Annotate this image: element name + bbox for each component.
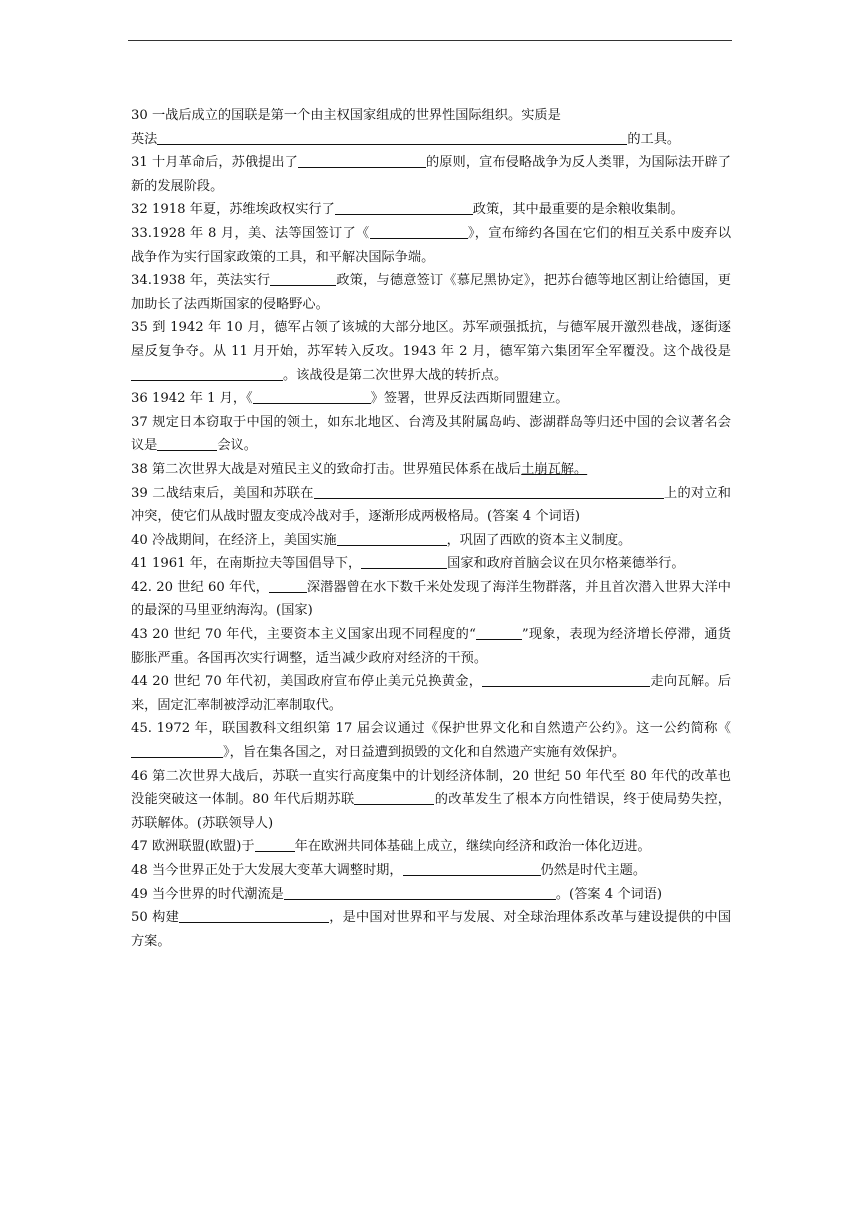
question-34-text: 34.1938 年，英法实行 [131, 273, 271, 289]
question-45 [131, 717, 731, 764]
question-32-text: 32 1918 年夏，苏维埃政权实行了 [131, 202, 335, 218]
question-36-text-2: 》签署，世界反法西斯同盟建立。 [370, 391, 569, 407]
question-35-text-2: 。该战役是第二次世界大战的转折点。 [283, 367, 508, 383]
question-32 [131, 198, 731, 222]
question-44-text-2: 走向瓦解。后来，固定汇率制被浮动汇率制取代。 [131, 674, 732, 713]
question-42 [131, 576, 731, 623]
question-37-text: 37 规定日本窃取于中国的领土，如东北地区、台湾及其附属岛屿、澎湖群岛等归还中国的会议著名会议是 [131, 414, 731, 454]
question-47-text-2: 年在欧洲共同体基础上成立，继续向经济和政治一体化迈进。 [294, 839, 651, 855]
question-35-text: 35 到 1942 年 10 月，德军占领了该城的大部分地区。苏军顽强抵抗，与德军展开激烈巷战，逐街逐屋反复争夺。从 11 月开始，苏军转入反攻。1943 年 2 月，德军第六集团军全军覆没。这个战役是 [131, 320, 731, 359]
question-35 [131, 316, 731, 387]
question-32-text-2: 政策，其中最重要的是余粮收集制。 [472, 202, 684, 218]
question-33-text-2: 》，宣布缔约各国在它们的相互关系中废弃以战争作为实行国家政策的工具，和平解决国际争端。 [131, 225, 732, 265]
question-41 [131, 552, 731, 576]
question-39-text-2: 上的对立和冲突，使它们从战时盟友变成冷战对手，逐渐形成两极格局。(答案 4 个词语) [131, 485, 731, 525]
blank-46[interactable] [354, 789, 434, 805]
question-42-text: 42. 20 世纪 60 年代， [131, 579, 269, 595]
question-33-text: 33.1928 年 8 月，美、法等国签订了《 [131, 225, 370, 241]
blank-45[interactable] [131, 742, 223, 758]
question-31 [131, 151, 731, 198]
question-49 [131, 883, 731, 907]
question-40-text-2: ，巩固了西欧的资本主义制度。 [446, 532, 632, 548]
blank-35[interactable] [131, 365, 283, 381]
question-list [131, 104, 731, 953]
question-44-text: 44 20 世纪 70 年代初，美国政府宣布停止美元兑换黄金， [131, 674, 483, 690]
question-43-text-2: ”现象，表现为经济增长停滞，通货膨胀严重。各国再次实行调整，适当减少政府对经济的干预。 [131, 627, 731, 666]
blank-49[interactable] [284, 884, 556, 900]
question-44 [131, 670, 731, 717]
question-30 [131, 104, 731, 151]
question-38 [131, 458, 731, 482]
blank-40[interactable] [337, 530, 447, 546]
question-36-text: 36 1942 年 1 月，《 [131, 391, 253, 407]
question-31-text: 31 十月革命后，苏俄提出了 [131, 155, 298, 171]
question-41-text: 41 1961 年，在南斯拉夫等国倡导下， [131, 556, 362, 572]
question-50 [131, 906, 731, 953]
blank-44[interactable] [482, 671, 650, 687]
blank-34[interactable] [270, 270, 336, 286]
question-38-answer: 土崩瓦解。 [521, 461, 588, 477]
question-47 [131, 835, 731, 859]
blank-37[interactable] [157, 435, 217, 451]
question-34-text-2: 政策，与德意签订《慕尼黑协定》，把苏台德等地区割让给德国，更加助长了法西斯国家的侵略野心。 [131, 273, 731, 312]
question-46-text-2: 的改革发生了根本方向性错误，终于使局势失控，苏联解体。(苏联领导人) [131, 792, 731, 831]
question-40 [131, 529, 731, 553]
blank-43[interactable] [476, 624, 522, 640]
question-48-text: 48 当今世界正处于大发展大变革大调整时期， [131, 863, 403, 878]
question-49-text: 49 当今世界的时代潮流是 [131, 886, 284, 902]
question-33 [131, 222, 731, 269]
blank-50[interactable] [179, 907, 329, 923]
blank-42[interactable] [269, 577, 307, 593]
question-48-text-2: 仍然是时代主题。 [540, 863, 647, 878]
blank-30[interactable] [157, 129, 627, 145]
question-37-text-2: 会议。 [217, 438, 257, 454]
blank-31[interactable] [298, 152, 426, 168]
blank-48[interactable] [403, 860, 541, 876]
question-47-text: 47 欧洲联盟(欧盟)于 [131, 839, 255, 855]
blank-41[interactable] [361, 553, 447, 569]
blank-47[interactable] [255, 836, 295, 852]
question-41-text-2: 国家和政府首脑会议在贝尔格莱德举行。 [447, 556, 685, 572]
question-46 [131, 765, 731, 836]
question-43-text: 43 20 世纪 70 年代，主要资本主义国家出现不同程度的“ [131, 627, 476, 643]
question-36 [131, 387, 731, 411]
blank-32[interactable] [335, 199, 473, 215]
question-40-text: 40 冷战期间，在经济上，美国实施 [131, 532, 337, 548]
question-50-text: 50 构建 [131, 910, 179, 926]
question-45-text-2: 》，旨在集各国之，对日益遭到损毁的文化和自然遗产实施有效保护。 [223, 745, 626, 761]
question-34 [131, 269, 731, 316]
question-50-text-2: ，是中国对世界和平与发展、对全球治理体系改革与建设提供的中国方案。 [131, 910, 732, 949]
question-39 [131, 482, 731, 529]
question-30-text: 30 一战后成立的国联是第一个由主权国家组成的世界性国际组织。实质是 [131, 108, 561, 123]
blank-36[interactable] [253, 388, 371, 404]
question-49-text-2: 。(答案 4 个词语) [555, 886, 663, 902]
question-39-text: 39 二战结束后，美国和苏联在 [131, 485, 314, 501]
question-42-text-2: 深潜器曾在水下数千米处发现了海洋生物群落，并且首次潜入世界大洋中的最深的马里亚纳海沟。(国家) [131, 579, 731, 619]
question-30-text-2: 英法 [131, 131, 158, 147]
question-30-text-3: 的工具。 [627, 131, 681, 147]
question-45-text: 45. 1972 年，联国教科文组织第 17 届会议通过《保护世界文化和自然遗产公约》。这一公约简称《 [131, 721, 731, 737]
question-37 [131, 411, 731, 458]
question-46-text: 46 第二次世界大战后，苏联一直实行高度集中的计划经济体制，20 世纪 50 年代至 80 年代的改革也没能突破这一体制。80 年代后期苏联 [131, 768, 731, 808]
question-48 [131, 859, 731, 883]
question-38-text: 38 第二次世界大战是对殖民主义的致命打击。世界殖民体系在战后 [131, 461, 522, 477]
blank-39[interactable] [314, 483, 664, 499]
question-43 [131, 623, 731, 670]
blank-33[interactable] [370, 223, 468, 239]
header-rule [128, 40, 732, 41]
question-31-text-2: 的原则，宣布侵略战争为反人类罪，为国际法开辟了新的发展阶段。 [131, 155, 731, 194]
